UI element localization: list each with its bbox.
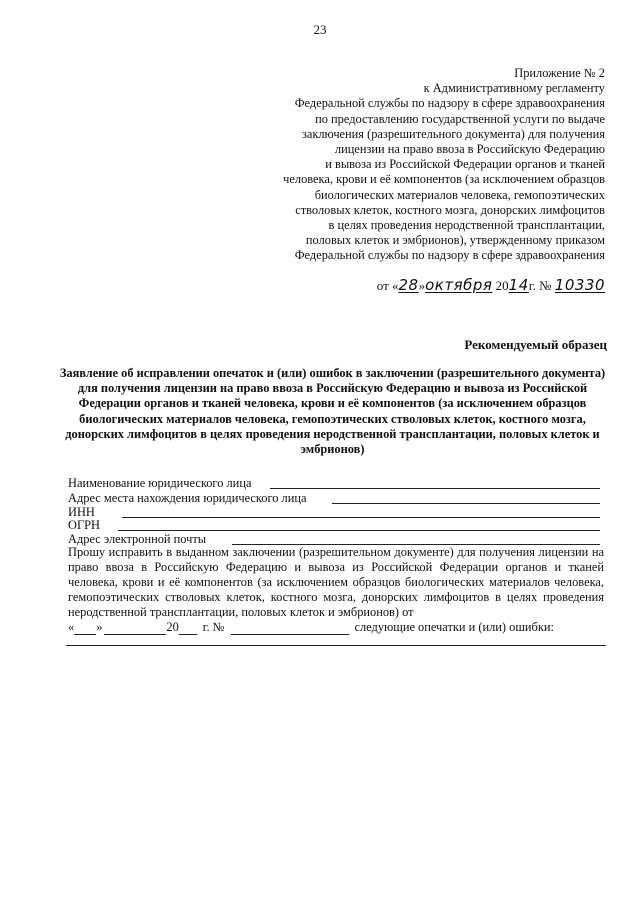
request-text: Прошу исправить в выданном заключении (разрешительном документе) для получения лицензии на право ввоза в Российскую Федерацию и вывоза из Российской Федерации органов и тканей человека, крови и её компонентов (за исключением образцов биологических материалов человека, гемопоэтических стволовых клеток, костного мозга, донорских лимфоцитов в целях проведения неродственной трансплантации, половых клеток и эмбрионов) от: [68, 545, 604, 619]
request-number-label: г. №: [202, 620, 225, 634]
order-month: октября: [425, 276, 493, 294]
org-name-field[interactable]: [68, 476, 600, 492]
request-number-blank[interactable]: [231, 622, 349, 635]
org-name-line[interactable]: [270, 488, 600, 489]
approval-line: заключения (разрешительного документа) для получения: [301, 126, 605, 141]
request-date-line: [68, 620, 604, 635]
approval-line: Федеральной службы по надзору в сфере здравоохранения: [294, 248, 605, 263]
request-date-close: »: [96, 620, 103, 634]
request-day-blank[interactable]: [74, 622, 96, 635]
request-tail-text: следующие опечатки и (или) ошибки:: [354, 620, 554, 634]
ogrn-label: ОГРН: [68, 518, 100, 532]
approval-line: биологических материалов человека, гемопоэтических: [314, 187, 605, 202]
approval-line: и вывоза из Российской Федерации органов и тканей: [325, 157, 605, 172]
approval-line: Приложение № 2: [514, 66, 605, 80]
request-year-blank[interactable]: [179, 622, 197, 635]
approval-line: Федеральной службы по надзору в сфере здравоохранения: [294, 96, 605, 111]
form-title: Заявление об исправлении опечаток и (или) ошибок в заключении (разрешительного документа) для получения лицензии на право ввоза в Российскую Федерацию и вывоза из Российской Федерации органов и тканей человека, крови и её компонентов (за исключением образцов биологических материалов человека, гемопоэтических стволовых клеток, костного мозга, донорских лимфоцитов в целях проведения неродственной трансплантации, половых клеток и эмбрионов): [59, 366, 606, 457]
order-number: 10330: [554, 276, 605, 294]
order-year-suffix: г. №: [528, 278, 552, 293]
request-paragraph: [68, 545, 604, 635]
approval-line: половых клеток и эмбрионов), утвержденному приказом: [305, 233, 605, 248]
approval-block: [245, 66, 605, 264]
recommended-sample-label: Рекомендуемый образец: [464, 337, 607, 352]
approval-line: стволовых клеток, костного мозга, донорских лимфоцитов: [295, 202, 605, 217]
order-month-sep: »: [418, 278, 426, 293]
approval-line: к Административному регламенту: [423, 81, 605, 96]
order-year-prefix: 20: [495, 278, 509, 293]
order-date-number: [377, 276, 605, 294]
ogrn-line[interactable]: [118, 530, 600, 531]
org-address-label: Адрес места нахождения юридического лица: [68, 491, 307, 505]
approval-line: лицензии на право ввоза в Российскую Федерацию: [334, 142, 605, 157]
order-prefix: от «: [376, 278, 399, 293]
request-month-blank[interactable]: [104, 622, 166, 635]
errors-entry-line[interactable]: [66, 645, 606, 646]
org-address-line[interactable]: [332, 503, 600, 504]
page-number: 23: [313, 22, 327, 37]
email-label: Адрес электронной почты: [68, 532, 207, 546]
inn-label: ИНН: [68, 505, 95, 519]
request-date-open: «: [68, 620, 75, 634]
order-day: 28: [398, 276, 419, 294]
order-year: 14: [508, 276, 529, 294]
approval-line: по предоставлению государственной услуги по выдаче: [315, 111, 605, 126]
approval-line: в целях проведения неродственной трансплантации,: [328, 218, 605, 233]
approval-line: человека, крови и её компонентов (за исключением образцов: [283, 172, 605, 187]
request-year-prefix: 20: [166, 620, 179, 634]
org-name-label: Наименование юридического лица: [68, 476, 252, 490]
